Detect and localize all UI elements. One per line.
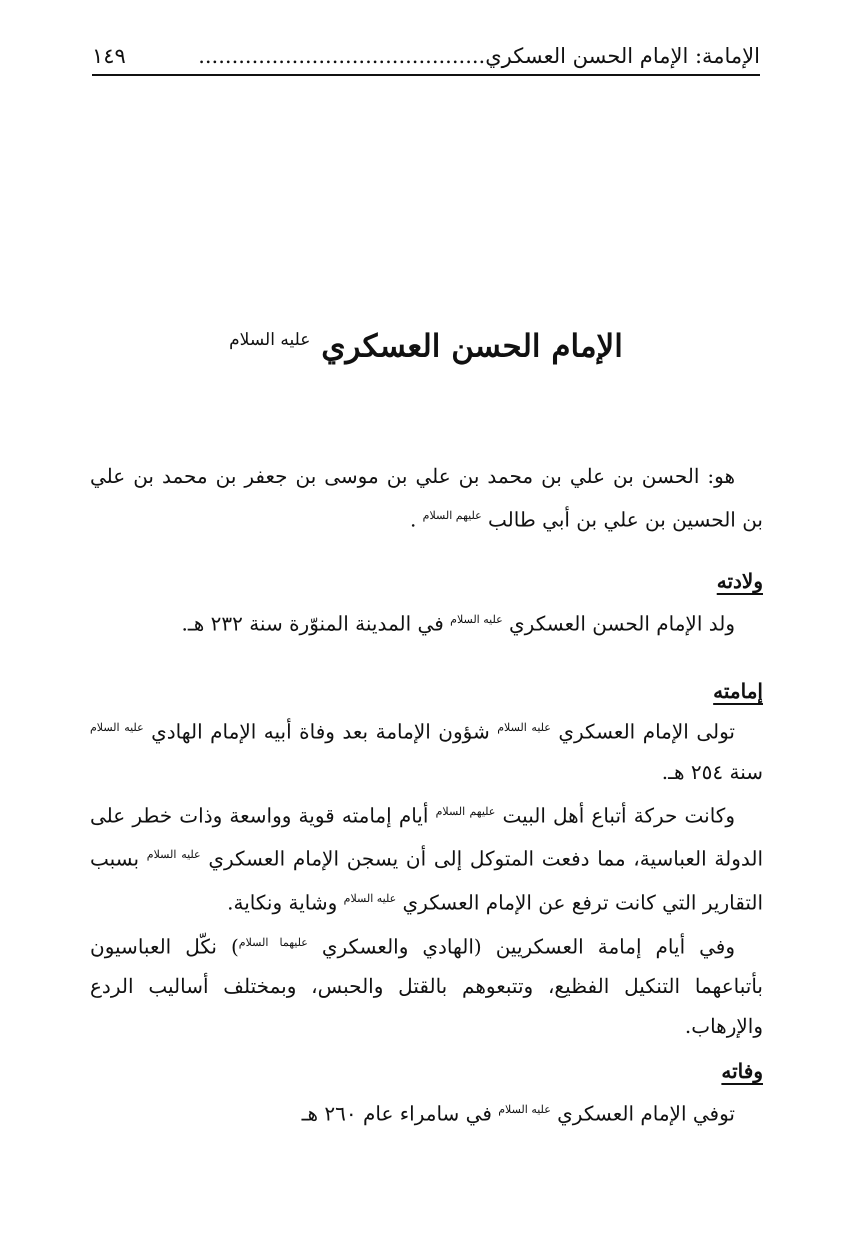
honorific-glyph: عليهما السلام [238,935,308,949]
chapter-title [92,318,760,368]
section-heading-birth: ولادته [716,569,763,593]
running-header [92,40,760,76]
imamate-p1-text-a: تولى الإمام العسكري [558,719,736,744]
imamate-p3-text-a: وفي أيام إمامة العسكريين (الهادي والعسكري [321,934,736,959]
honorific-glyph: عليهم السلام [422,509,482,522]
honorific-glyph: عليهم السلام [435,804,496,818]
death-paragraph [90,1090,763,1134]
honorific-glyph: عليه السلام [229,330,311,350]
section-heading-imamate: إمامته [713,679,763,703]
imamate-paragraph-1 [90,708,763,792]
imamate-paragraph-3 [90,923,763,1047]
page-number: ١٤٩ [92,44,126,68]
imamate-paragraph-2 [90,792,763,923]
honorific-glyph: عليه السلام [90,721,144,734]
honorific-glyph: عليه السلام [497,721,551,734]
intro-line-2: بن الحسين بن علي بن أبي طالب [488,507,763,532]
honorific-glyph: عليه السلام [498,1103,551,1116]
chapter-title-text: الإمام الحسن العسكري [321,328,623,365]
intro-paragraph [90,456,763,540]
running-header-dots: ........................................... [198,44,486,68]
running-header-title: الإمامة: الإمام الحسن العسكري [485,44,760,68]
imamate-p2-text-a: وكانت حركة أتباع أهل البيت [502,803,735,828]
imamate-p2-text-b: أيام إمامته قوية وواسعة وذات خطر على الدولة العباسية، مما دفعت المتوكل إلى أن يسجن الإمام العسكري [90,803,763,871]
death-text-a: توفي الإمام العسكري [557,1101,735,1126]
honorific-glyph: عليه السلام [343,891,397,905]
honorific-glyph: عليه السلام [450,613,503,626]
imamate-p2-text-c: بسبب التقارير التي كانت ترفع عن الإمام العسكري [90,846,763,915]
imamate-paragraphs [90,708,763,1046]
death-text-b: في سامراء عام ٢٦٠ هـ [301,1101,499,1126]
birth-paragraph [90,600,763,644]
imamate-p3-text-b: ) نكّل العباسيون بأتباعهما التنكيل الفظيع، وتتبعوهم بالقتل والحبس، وبمختلف أساليب الردع والإرهاب. [90,934,763,1039]
intro-end: . [409,507,423,532]
birth-text-b: في المدينة المنوّرة سنة ٢٣٢ هـ. [181,611,451,636]
birth-text-a: ولد الإمام الحسن العسكري [509,611,735,636]
honorific-glyph: عليه السلام [146,848,201,862]
imamate-p1-text-c: سنة ٢٥٤ هـ. [661,759,763,784]
section-heading-death: وفاته [721,1059,763,1083]
intro-line-1: هو: الحسن بن علي بن محمد بن علي بن موسى بن جعفر بن محمد بن علي [90,464,735,488]
imamate-p1-text-b: شؤون الإمامة بعد وفاة أبيه الإمام الهادي [151,719,498,744]
imamate-p2-text-d: وشاية ونكاية. [227,890,344,915]
